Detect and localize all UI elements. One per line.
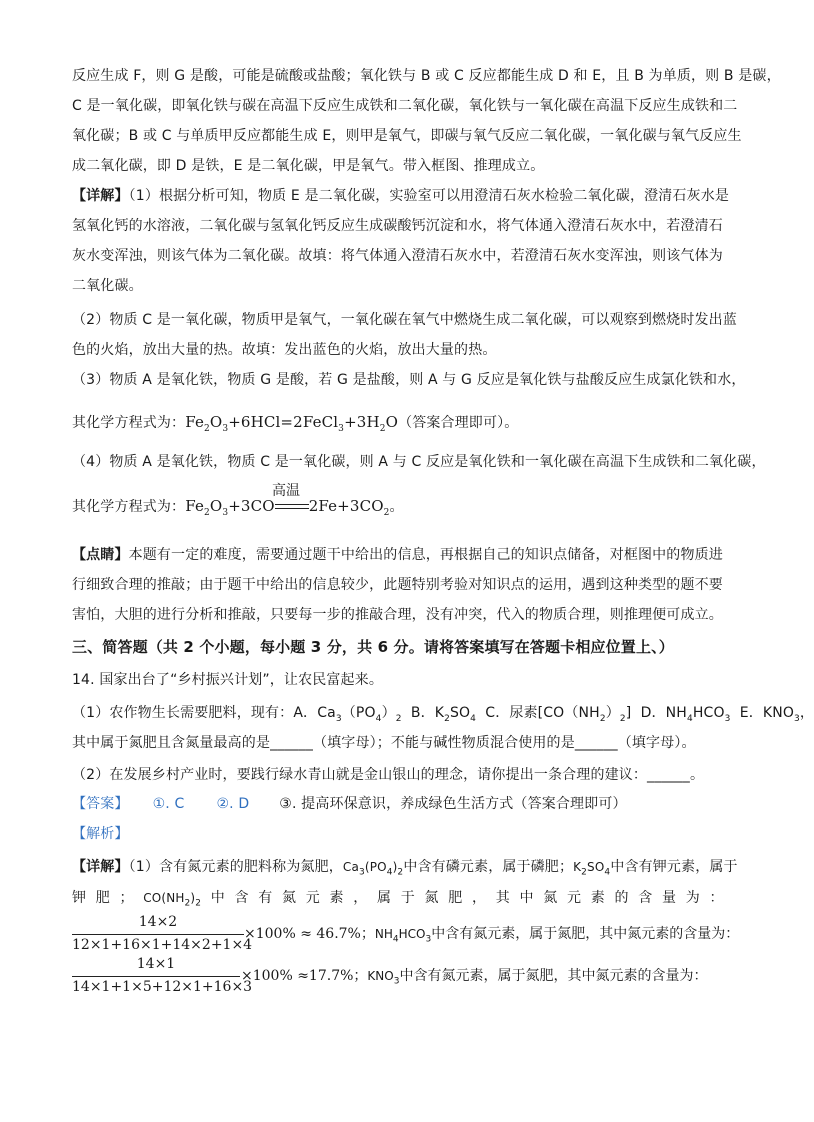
equation-co: $Fe_2O_3+3CO$ $2Fe+3CO_2$ (185, 497, 390, 518)
detail-1-line-2: 氢氧化钙的水溶液，二氧化碳与氢氧化钙反应生成碳酸钙沉淀和水，将气体通入澄清石灰水中，若澄清石 (72, 218, 723, 234)
q2-line-1: （2）物质 C 是一氧化碳，物质甲是氧气，一氧化碳在氧气中燃烧生成二氧化碳，可以观察到燃烧时发出蓝 (72, 312, 737, 328)
formula-k2so4: $K_2SO_4$ (573, 860, 611, 878)
comment-line-1: 【点睛】本题有一定的难度，需要通过题干中给出的信息，再根据自己的知识点储备，对框图中的物质进 (72, 547, 723, 563)
detail-1-line-3: 灰水变浑浊，则该气体为二氧化碳。故填：将气体通入澄清石灰水中，若澄清石灰水变浑浊，则该气体为 (72, 248, 723, 264)
answer-2: ②. D (216, 796, 250, 812)
q4-equation-line: 其化学方程式为：$Fe_2O_3+3CO$ $2Fe+3CO_2$。 (72, 497, 404, 518)
fraction-1 (72, 914, 253, 958)
option-e: E．$KNO_3$， (739, 705, 814, 724)
formula-nh4hco3: $NH_4HCO_3$ (374, 927, 432, 945)
detail-1-line-4: 二氧化碳。 (72, 278, 143, 294)
comment-line-2: 行细致合理的推敲；由于题干中给出的信息较少，此题特别考验对知识点的运用，遇到这种类型的题不要 (72, 577, 723, 593)
equation-hcl: $Fe_2O_3+6HCl=2FeCl_3+3H_2O$ (185, 413, 399, 434)
fraction-1-numerator: 14×2 (138, 914, 178, 930)
analysis-line-2: C 是一氧化碳，即氧化铁与碳在高温下反应生成铁和二氧化碳，氧化铁与一氧化碳在高温下反应生成铁和二 (72, 98, 738, 114)
section-heading: 三、简答题（共 2 个小题，每小题 3 分，共 6 分。请将答案填写在答题卡相应位置上、） (72, 638, 674, 656)
analysis-line-1: 反应生成 F，则 G 是酸，可能是硫酸或盐酸；氧化铁与 B 或 C 反应都能生成 D 和 E，且 B 为单质，则 B 是碳， (72, 68, 781, 84)
option-c: C．尿素$[CO(NH_2)_2]$ (485, 705, 632, 724)
answer-line (72, 794, 627, 814)
q14-options-line: （1）农作物生长需要肥料，现有：A．$Ca_3(PO_4)_2$ B．$K_2SO_4$ C．尿素$[CO(NH_2)_2]$ D．$NH_4HCO_3$ E．$KNO_3$， (72, 705, 814, 724)
fraction-1-bar (72, 934, 244, 935)
option-a: A．$Ca_3(PO_4)_2$ (293, 705, 402, 724)
answer-3: ③. 提高环保意识，养成绿色生活方式（答案合理即可） (279, 796, 627, 812)
detail-tag: 【详解】 (72, 188, 129, 204)
detail-2-line-1: 【详解】（1）含有氮元素的肥料称为氮肥，$Ca_3(PO_4)_2$中含有磷元素，属于磷肥；$K_2SO_4$中含有钾元素，属于 (72, 859, 738, 878)
q2-line-2: 色的火焰，放出大量的热。故填：发出蓝色的火焰，放出大量的热。 (72, 342, 497, 358)
fraction-2-denominator: 14×1+1×5+12×1+16×3 (72, 979, 253, 995)
formula-ca3po42: $Ca_3(PO_4)_2$ (342, 860, 404, 878)
equals-double-line (275, 503, 309, 511)
comment-line-3: 害怕，大胆的进行分析和推敲，只要每一步的推敲合理，没有冲突，代入的物质合理，则推理便可成立。 (72, 607, 723, 623)
comment-tag: 【点睛】 (72, 547, 129, 563)
fraction-1-denominator: 12×1+16×1+14×2+1×4 (72, 937, 253, 953)
q14-sub2: （2）在发展乡村产业时，要践行绿水青山就是金山银山的理念，请你提出一条合理的建议：______。 (72, 767, 705, 783)
analysis-line-3: 氧化碳；B 或 C 与单质甲反应都能生成 E，则甲是氧气，即碳与氧气反应二氧化碳，一氧化碳与氧气反应生 (72, 128, 742, 144)
q14-stem: 14. 国家出台了“乡村振兴计划”，让农民富起来。 (72, 672, 383, 688)
fraction-2-bar (72, 976, 240, 977)
q3-equation-line: 其化学方程式为：$Fe_2O_3+6HCl=2FeCl_3+3H_2O$（答案合理即可）。 (72, 413, 519, 434)
condition-high-temp: 高温 (272, 483, 300, 499)
detail-1-line-1: 【详解】（1）根据分析可知，物质 E 是二氧化碳，实验室可以用澄清石灰水检验二氧化碳，澄清石灰水是 (72, 188, 730, 204)
option-d: D．$NH_4HCO_3$ (640, 705, 731, 724)
q4-line-1: （4）物质 A 是氧化铁，物质 C 是一氧化碳，则 A 与 C 反应是氧化铁和一氧化碳在高温下生成铁和二氧化碳， (72, 454, 766, 470)
fraction-2-numerator: 14×1 (136, 956, 176, 972)
formula-kno3: $KNO_3$ (367, 969, 400, 987)
q3-line-1: （3）物质 A 是氧化铁，物质 G 是酸，若 G 是盐酸，则 A 与 G 反应是氧化铁与盐酸反应生成氯化铁和水， (72, 372, 746, 388)
fraction-2 (72, 956, 253, 1000)
fraction-2-tail: ×100% ≈17.7%；$KNO_3$中含有氮元素，属于氮肥，其中氮元素的含量为： (241, 968, 708, 987)
analysis-line-4: 成二氧化碳，即 D 是铁，E 是二氧化碳，甲是氧气。带入框图、推理成立。 (72, 158, 545, 174)
option-b: B．$K_2SO_4$ (410, 705, 477, 724)
answer-1: ①. C (152, 796, 185, 812)
analysis-tag: 【解析】 (72, 826, 129, 842)
answer-tag: 【答案】 (72, 796, 129, 812)
q14-sub1-line-2: 其中属于氮肥且含氮量最高的是______（填字母）；不能与碱性物质混合使用的是______（填字母）。 (72, 735, 696, 751)
detail-2-line-2: 钾 肥 ； $CO(NH_2)_2$ 中 含 有 氮 元 素 ， 属 于 氮 肥 ， 其 中 氮 元 素 的 含 量 为 ： (72, 890, 724, 909)
fraction-1-tail: ×100% ≈ 46.7%；$NH_4HCO_3$中含有氮元素，属于氮肥，其中氮元素的含量为： (244, 926, 740, 945)
